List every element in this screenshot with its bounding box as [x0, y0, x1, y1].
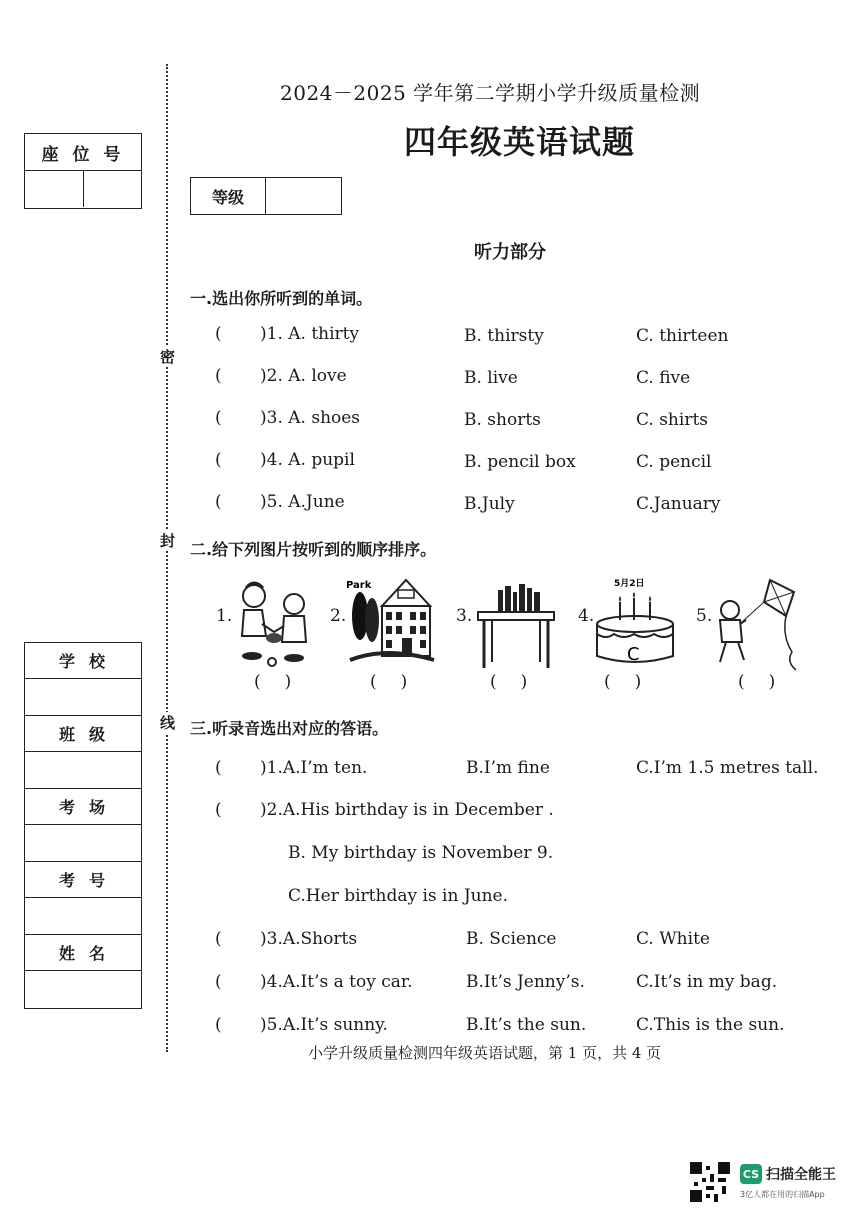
- part1-q2-option-c: C. five: [636, 368, 691, 388]
- part3-q1-option-c: C.I’m 1.5 metres tall.: [636, 758, 819, 778]
- pic-number-2: 2.: [330, 606, 347, 626]
- part1-q2-option-b: B. live: [464, 368, 518, 388]
- pic-answer-blank-1[interactable]: (): [254, 672, 316, 692]
- part1-q1-option-b: B. thirsty: [464, 326, 544, 346]
- pic-answer-blank-5[interactable]: (): [738, 672, 800, 692]
- pic-number-1: 1.: [216, 606, 233, 626]
- pic-number-4: 4.: [578, 606, 595, 626]
- boy-flying-kite-image: [712, 576, 802, 672]
- seal-char-feng: 封: [160, 532, 176, 550]
- part3-q5-option-c: C.This is the sun.: [636, 1015, 785, 1035]
- cake-letter: C: [627, 644, 640, 665]
- part3-q2-option-a: )2.A.His birthday is in December .: [260, 800, 554, 820]
- grade-field[interactable]: [266, 178, 341, 214]
- camscanner-logo-icon: CS: [740, 1164, 762, 1184]
- name-label: 姓名: [25, 935, 141, 971]
- exam-number-label: 考号: [25, 862, 141, 898]
- part3-q4-option-a: )4.A.It’s a toy car.: [260, 972, 413, 992]
- grade-box: [190, 177, 342, 215]
- cake-date-text: 5月2日: [614, 579, 645, 589]
- part3-q4-option-b: B.It’s Jenny’s.: [466, 972, 585, 992]
- pic-answer-blank-4[interactable]: (): [604, 672, 666, 692]
- seal-char-xian: 线: [160, 714, 176, 732]
- part3-q2-option-c: C.Her birthday is in June.: [288, 886, 509, 906]
- pic-number-3: 3.: [456, 606, 473, 626]
- part3-q2-option-b: B. My birthday is November 9.: [288, 843, 554, 863]
- part3-q1-option-b: B.I’m fine: [466, 758, 550, 778]
- binding-dotted-line: [166, 64, 168, 1052]
- desk-with-books-image: [470, 576, 560, 672]
- student-info-table: [24, 642, 142, 1009]
- seat-number-label: 座 位 号: [25, 134, 141, 171]
- part1-q1-option-a: )1. A. thirty: [260, 324, 360, 344]
- part3-q3-option-a: )3.A.Shorts: [260, 929, 358, 949]
- part3-q3-option-b: B. Science: [466, 929, 557, 949]
- seal-char-mi: 密: [160, 348, 176, 366]
- school-label: 学校: [25, 643, 141, 679]
- name-field[interactable]: [25, 971, 141, 1008]
- part3-q4-option-c: C.It’s in my bag.: [636, 972, 778, 992]
- part1-q4-option-b: B. pencil box: [464, 452, 576, 472]
- children-playing-image: [232, 576, 322, 672]
- pic-number-5: 5.: [696, 606, 713, 626]
- exam-title-line2: 四年级英语试题: [404, 123, 636, 161]
- seat-cell-1[interactable]: [25, 171, 84, 207]
- exam-room-label: 考场: [25, 789, 141, 825]
- part1-title: 一.选出你所听到的单词。: [190, 289, 373, 308]
- class-label: 班级: [25, 716, 141, 752]
- exam-title-line1: 2024－2025 学年第二学期小学升级质量检测: [280, 81, 701, 105]
- park-sign-text: Park: [346, 580, 372, 591]
- part1-q5-option-a: )5. A.June: [260, 492, 345, 512]
- part1-q2-option-a: )2. A. love: [260, 366, 347, 386]
- pic-answer-blank-3[interactable]: (): [490, 672, 552, 692]
- part3-q3-option-c: C. White: [636, 929, 710, 949]
- part1-q5-option-b: B.July: [464, 494, 515, 514]
- part3-q5-option-a: )5.A.It’s sunny.: [260, 1015, 388, 1035]
- part3-q5-option-b: B.It’s the sun.: [466, 1015, 587, 1035]
- class-field[interactable]: [25, 752, 141, 789]
- qr-code-icon: [690, 1162, 730, 1202]
- part1-q3-option-a: )3. A. shoes: [260, 408, 361, 428]
- seat-number-box: [24, 133, 142, 209]
- part1-q4-option-c: C. pencil: [636, 452, 712, 472]
- exam-room-field[interactable]: [25, 825, 141, 862]
- part1-q3-option-c: C. shirts: [636, 410, 709, 430]
- grade-label: 等级: [191, 178, 266, 214]
- page-footer: 小学升级质量检测四年级英语试题，第 1 页，共 4 页: [308, 1044, 662, 1062]
- part1-q1-option-c: C. thirteen: [636, 326, 729, 346]
- park-school-building-image: [346, 576, 436, 672]
- listening-section-title: 听力部分: [474, 242, 546, 263]
- birthday-cake-image: [592, 576, 682, 672]
- part3-q1-option-a: )1.A.I’m ten.: [260, 758, 368, 778]
- part1-q4-option-a: )4. A. pupil: [260, 450, 355, 470]
- part3-title: 三.听录音选出对应的答语。: [190, 719, 389, 738]
- part1-q3-option-b: B. shorts: [464, 410, 541, 430]
- part2-title: 二.给下列图片按听到的顺序排序。: [190, 540, 437, 559]
- school-field[interactable]: [25, 679, 141, 716]
- part1-q5-option-c: C.January: [636, 494, 721, 514]
- camscanner-title: 扫描全能王: [766, 1167, 836, 1183]
- exam-number-field[interactable]: [25, 898, 141, 935]
- pic-answer-blank-2[interactable]: (): [370, 672, 432, 692]
- seat-cell-2[interactable]: [84, 171, 142, 207]
- camscanner-subtitle: 3亿人都在用的扫描App: [740, 1190, 825, 1199]
